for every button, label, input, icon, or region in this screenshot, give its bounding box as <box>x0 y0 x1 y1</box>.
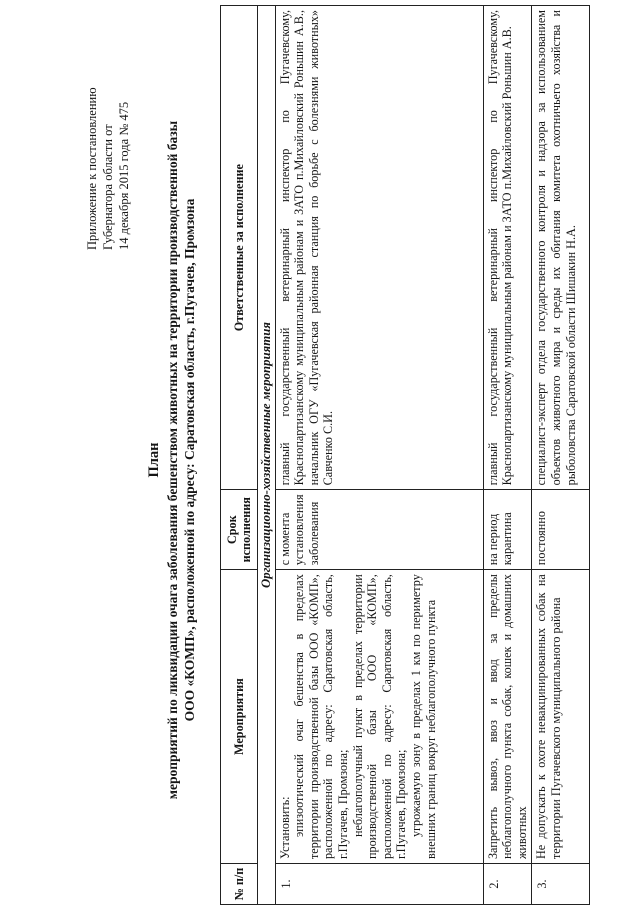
header-responsible: Ответственные за исполнение <box>221 6 258 490</box>
document-title <box>146 75 198 845</box>
header-term: Срок исполнения <box>221 490 258 570</box>
row-activity <box>275 570 483 864</box>
activity-item-b: неблагополучный пункт в пределах территории производственной базы ООО «КОМП», расположенной по адресу: Саратовская область, г.Пугачев, Промзона; <box>350 574 409 860</box>
row-term: на период карантина <box>483 490 532 570</box>
activities-table <box>220 5 590 905</box>
table-row <box>532 6 590 905</box>
activity-item-c: угрожаемую зону в пределах 1 км по периметру внешних границ вокруг неблагополучного пункта <box>408 574 438 860</box>
section-title: Организационно-хозяйственные мероприятия <box>258 6 276 905</box>
title-line-1: мероприятий по ликвидации очага заболевания бешенством животных на территории производственной базы <box>165 120 180 800</box>
table-row <box>483 6 532 905</box>
approval-line-3: 14 декабря 2015 года № 475 <box>117 101 131 250</box>
row-activity: Не допускать к охоте невакцинированных собак на территории Пугачевского муниципального района <box>532 570 590 864</box>
approval-line-1: Приложение к постановлению <box>85 87 99 250</box>
title-line-2: ООО «КОМП», расположенной по адресу: Саратовская область, г.Пугачев, Промзона <box>182 198 197 722</box>
row-responsible: специалист-эксперт отдела государственного контроля и надзора за использованием объектов животного мира и среды их обитания комитета охотничьего хозяйства и рыболовства Саратовской области Шишакин Н.А. <box>532 6 590 490</box>
activity-intro: Установить: <box>277 796 292 860</box>
row-responsible: главный государственный ветеринарный инспектор по Пугачевскому, Краснопартизанскому муниципальным районам и ЗАТО п.Михайловский Роньшин А.В. <box>483 6 532 490</box>
table-row <box>275 6 483 905</box>
header-activity: Мероприятия <box>221 570 258 864</box>
header-num: № п/п <box>221 864 258 905</box>
approval-stamp <box>84 20 132 250</box>
row-term: постоянно <box>532 490 590 570</box>
table-header-row <box>221 6 258 905</box>
title-plan: План <box>146 442 162 478</box>
row-num: 1. <box>275 864 483 905</box>
activity-item-a: эпизоотический очаг бешенства в пределах территории производственной базы ООО «КОМП», расположенной по адресу: Саратовская область, г.Пугачев, Промзона; <box>292 574 350 860</box>
row-activity: Запретить вывоз, ввоз и ввод за пределы неблагополучного пункта собак, кошек и домашних животных <box>483 570 532 864</box>
row-term: с момента установления заболевания <box>275 490 483 570</box>
row-num: 2. <box>483 864 532 905</box>
row-num: 3. <box>532 864 590 905</box>
section-row <box>258 6 276 905</box>
row-responsible: главный государственный ветеринарный инспектор по Пугачевскому, Краснопартизанскому муниципальным районам и ЗАТО п.Михайловский Роньшин А.В., начальник ОГУ «Пугачевская районная станция по борьбе с болезнями животных» Савченко С.И. <box>275 6 483 490</box>
approval-line-2: Губернатора области от <box>101 124 115 250</box>
